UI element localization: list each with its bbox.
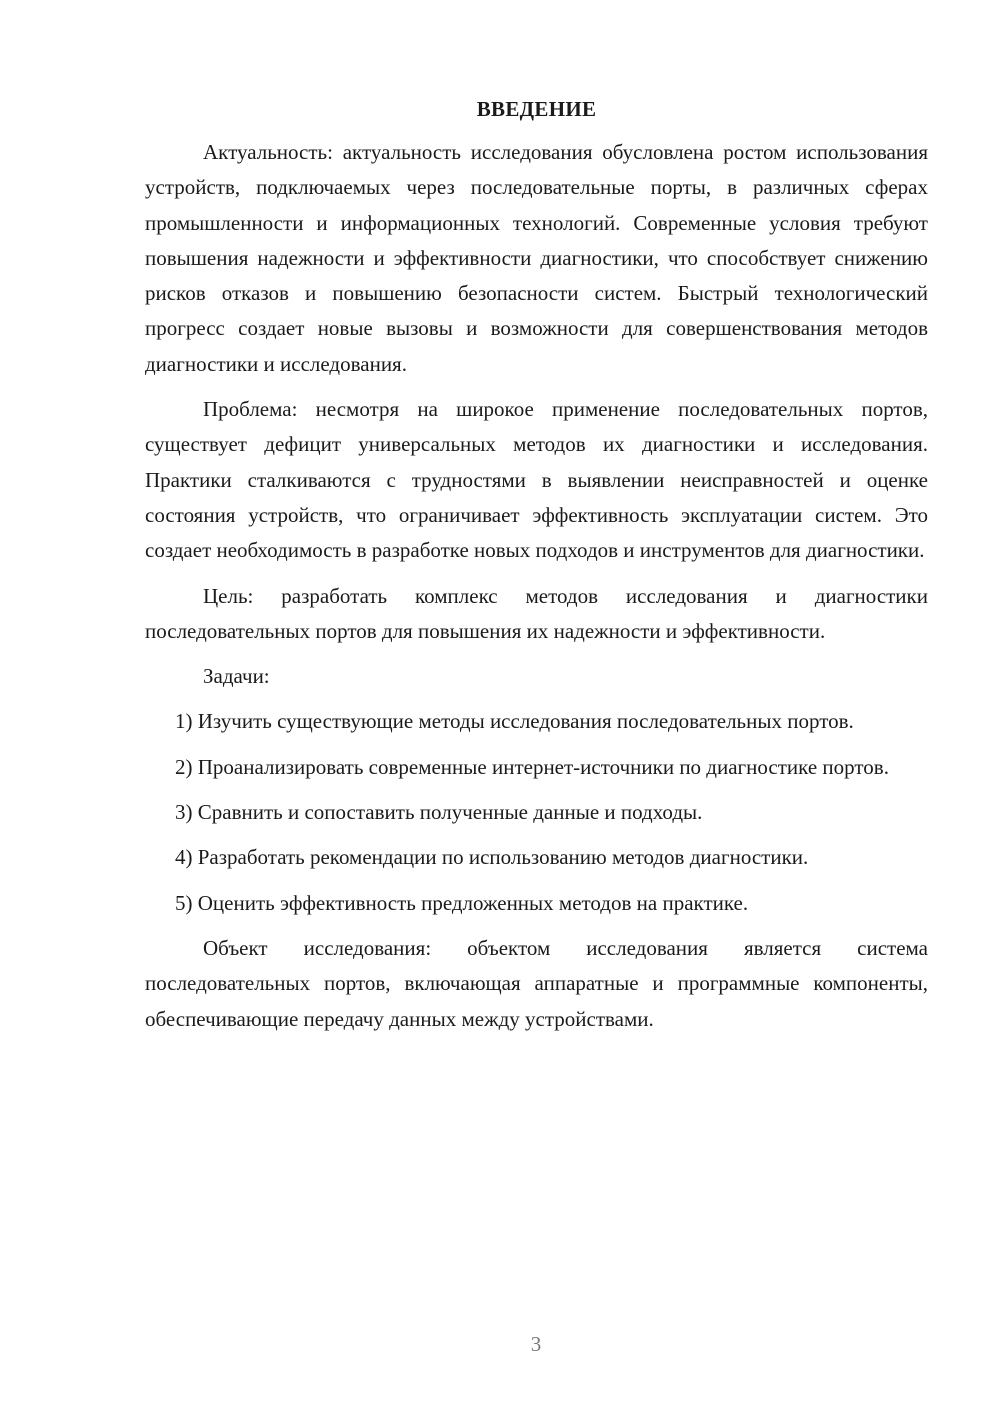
task-item-2: 2) Проанализировать современные интернет-источники по диагностике портов. — [175, 754, 889, 779]
paragraph-object: Объект исследования: объектом исследования является система последовательных портов, включающая аппаратные и программные компоненты, обеспечивающие передачу данных между устройствами. — [145, 935, 928, 1031]
paragraph-goal: Цель: разработать комплекс методов исследования и диагностики последовательных портов для повышения их надежности и эффективности. — [145, 583, 928, 643]
task-item-4: 4) Разработать рекомендации по использованию методов диагностики. — [175, 845, 809, 870]
page-number: 3 — [530, 1332, 542, 1356]
task-item-5: 5) Оценить эффективность предложенных методов на практике. — [175, 890, 749, 915]
section-title: ВВЕДЕНИЕ — [476, 97, 597, 121]
task-item-3: 3) Сравнить и сопоставить полученные данные и подходы. — [175, 800, 703, 825]
tasks-heading: Задачи: — [203, 664, 270, 689]
paragraph-relevance: Актуальность: актуальность исследования обусловлена ростом использования устройств, подключаемых через последовательные порты, в различных сферах промышленности и информационных технологий. Современные условия требуют повышения надежности и эффективности диагностики, что способствует снижению рисков отказов и повышению безопасности систем. Быстрый технологический прогресс создает новые вызовы и возможности для совершенствования методов диагностики и исследования. — [145, 140, 928, 376]
paragraph-problem: Проблема: несмотря на широкое применение последовательных портов, существует дефицит универсальных методов их диагностики и исследования. Практики сталкиваются с трудностями в выявлении неисправностей и оценке состояния устройств, что ограничивает эффективность эксплуатации систем. Это создает необходимость в разработке новых подходов и инструментов для диагностики. — [145, 397, 928, 563]
document-page — [145, 92, 928, 1047]
task-item-1: 1) Изучить существующие методы исследования последовательных портов. — [175, 709, 854, 734]
